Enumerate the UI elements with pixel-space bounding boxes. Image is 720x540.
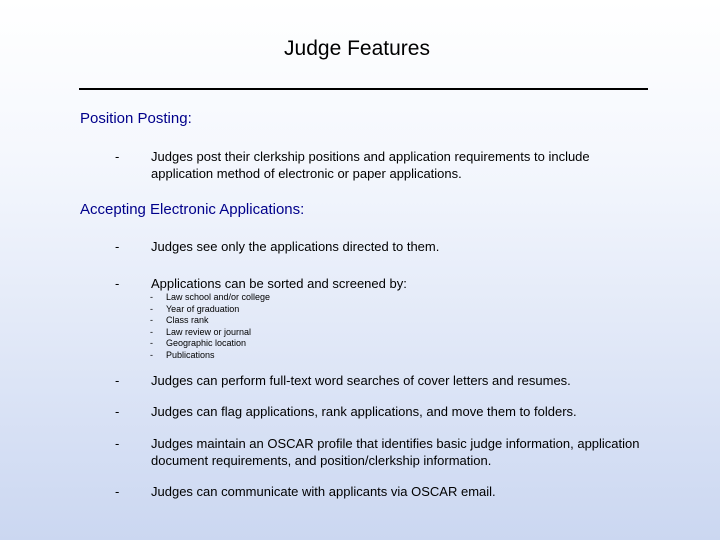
bullet-text: Judges can flag applications, rank applications, and move them to folders. bbox=[151, 404, 577, 419]
sort-criterion bbox=[150, 338, 270, 350]
sort-criterion bbox=[150, 327, 270, 339]
bullet-dash: - bbox=[115, 276, 120, 291]
sub-bullet-dash: - bbox=[150, 338, 153, 348]
section-heading-position-posting: Position Posting: bbox=[80, 110, 192, 127]
slide-title: Judge Features bbox=[284, 37, 430, 60]
bullet-dash: - bbox=[115, 239, 120, 254]
title-divider bbox=[79, 88, 648, 90]
sort-criterion bbox=[150, 304, 270, 316]
bullet-dash: - bbox=[115, 436, 120, 451]
bullet-text: Judges can communicate with applicants via OSCAR email. bbox=[151, 484, 496, 499]
sub-bullet-dash: - bbox=[150, 349, 153, 360]
sort-criterion-label: Law review or journal bbox=[166, 326, 252, 337]
sub-bullet-dash: - bbox=[150, 315, 153, 325]
sort-criterion-label: Geographic location bbox=[166, 338, 247, 348]
bullet-text: Judges see only the applications directed to them. bbox=[151, 239, 440, 254]
bullet-text: Applications can be sorted and screened by: bbox=[151, 276, 407, 291]
sort-criterion-label: Class rank bbox=[166, 315, 209, 325]
sort-criterion bbox=[150, 350, 270, 362]
bullet-dash: - bbox=[115, 484, 120, 499]
sub-bullet-dash: - bbox=[150, 303, 153, 314]
bullet-dash: - bbox=[115, 373, 120, 388]
bullet-text: Judges maintain an OSCAR profile that identifies basic judge information, application document requirements, and position/clerkship information. bbox=[151, 436, 640, 468]
sort-criteria-list bbox=[150, 292, 270, 361]
sub-bullet-dash: - bbox=[150, 292, 153, 302]
bullet-text: Judges can perform full-text word searches of cover letters and resumes. bbox=[151, 373, 571, 388]
section-heading-accepting-electronic-applications: Accepting Electronic Applications: bbox=[80, 201, 305, 218]
bullet-dash: - bbox=[115, 149, 120, 164]
sort-criterion-label: Law school and/or college bbox=[166, 292, 271, 302]
sort-criterion bbox=[150, 315, 270, 327]
bullet-dash: - bbox=[115, 404, 120, 419]
bullet-text: Judges post their clerkship positions and application requirements to include application method of electronic or paper applications. bbox=[151, 149, 590, 181]
sort-criterion-label: Publications bbox=[166, 349, 215, 360]
sort-criterion bbox=[150, 292, 270, 304]
sub-bullet-dash: - bbox=[150, 326, 153, 337]
sort-criterion-label: Year of graduation bbox=[166, 303, 240, 314]
